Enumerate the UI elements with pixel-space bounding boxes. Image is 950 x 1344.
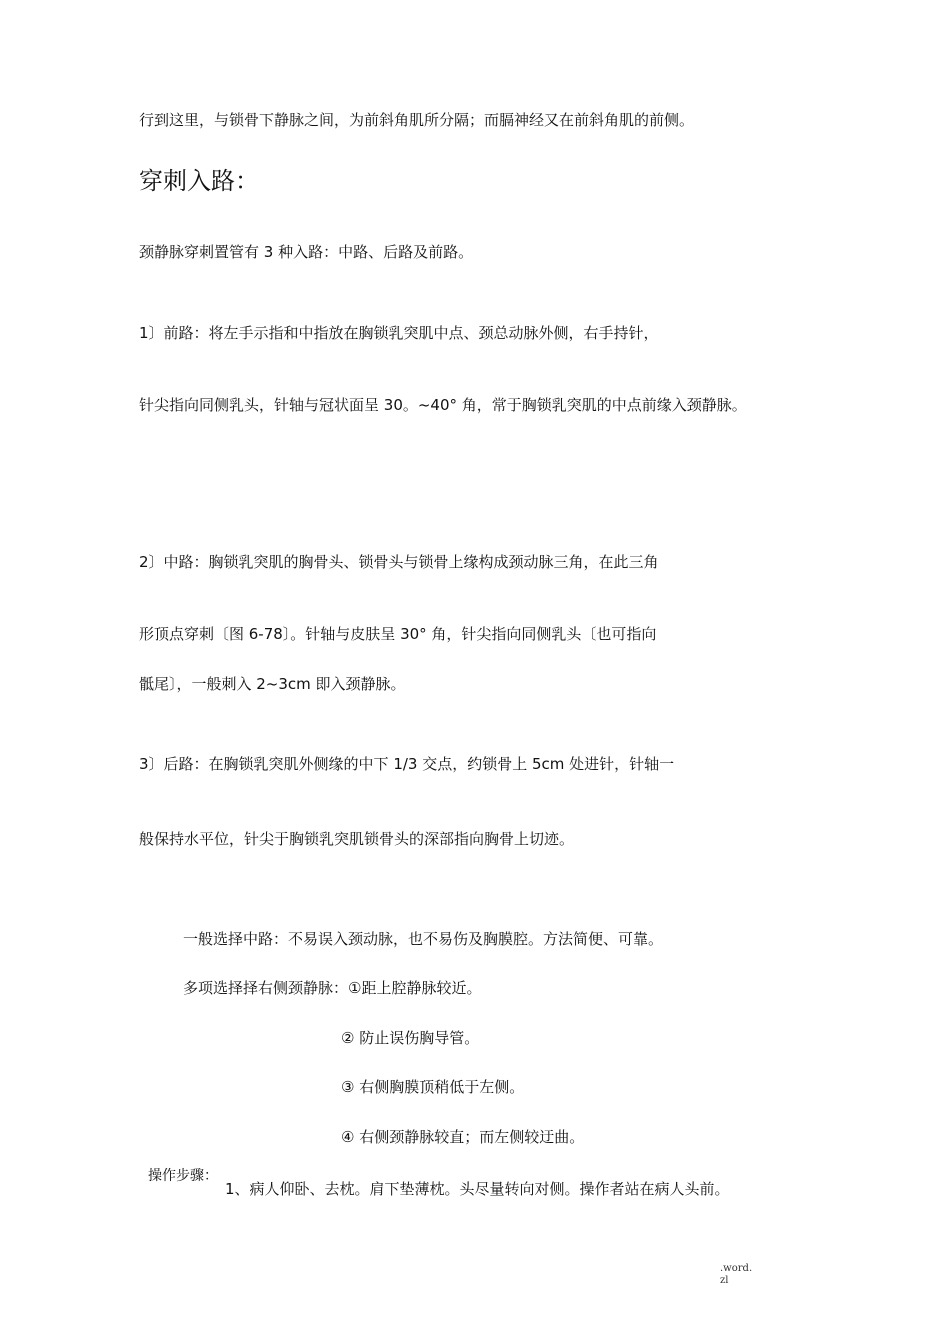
footer-watermark [720, 1263, 752, 1287]
choice-middle-route: 一般选择中路：不易误入颈动脉，也不易伤及胸膜腔。方法简便、可靠。 [183, 930, 664, 948]
posterior-route-line-2: 般保持水平位，针尖于胸锁乳突肌锁骨头的深部指向胸骨上切迹。 [139, 830, 575, 848]
reason-item-4: ④ 右侧颈静脉较直；而左侧较迂曲。 [341, 1128, 585, 1146]
steps-label: 操作步骤： [148, 1168, 218, 1184]
choice-right-side: 多项选择择右侧颈静脉：①距上腔静脉较近。 [183, 979, 482, 997]
reason-item-3: ③ 右侧胸膜顶稍低于左侧。 [341, 1078, 525, 1096]
middle-route-line-2: 形顶点穿刺〔图 6-78〕。针轴与皮肤呈 30° 角，针尖指向同侧乳头〔也可指向 [139, 625, 657, 643]
section-heading: 穿刺入路： [139, 167, 259, 195]
anterior-route-line-1: 1〕前路：将左手示指和中指放在胸锁乳突肌中点、颈总动脉外侧，右手持针， [139, 324, 659, 342]
footer-line-1: .word. [720, 1263, 753, 1274]
step-1: 1、病人仰卧、去枕。肩下垫薄枕。头尽量转向对侧。操作者站在病人头前。 [225, 1180, 730, 1198]
text-line-continuation: 行到这里，与锁骨下静脉之间，为前斜角肌所分隔；而膈神经又在前斜角肌的前侧。 [139, 111, 695, 129]
reason-item-2: ② 防止误伤胸导管。 [341, 1029, 480, 1047]
anterior-route-line-2: 针尖指向同侧乳头，针轴与冠状面呈 30。~40° 角，常于胸锁乳突肌的中点前缘入颈静脉。 [139, 396, 747, 414]
footer-line-2: zl [720, 1275, 729, 1286]
middle-route-line-3: 骶尾〕，一般刺入 2~3cm 即入颈静脉。 [139, 675, 406, 693]
posterior-route-line-1: 3〕后路：在胸锁乳突肌外侧缘的中下 1/3 交点，约锁骨上 5cm 处进针，针轴一 [139, 755, 675, 773]
middle-route-line-1: 2〕中路：胸锁乳突肌的胸骨头、锁骨头与锁骨上缘构成颈动脉三角，在此三角 [139, 553, 659, 571]
intro-line: 颈静脉穿刺置管有 3 种入路：中路、后路及前路。 [139, 243, 474, 261]
